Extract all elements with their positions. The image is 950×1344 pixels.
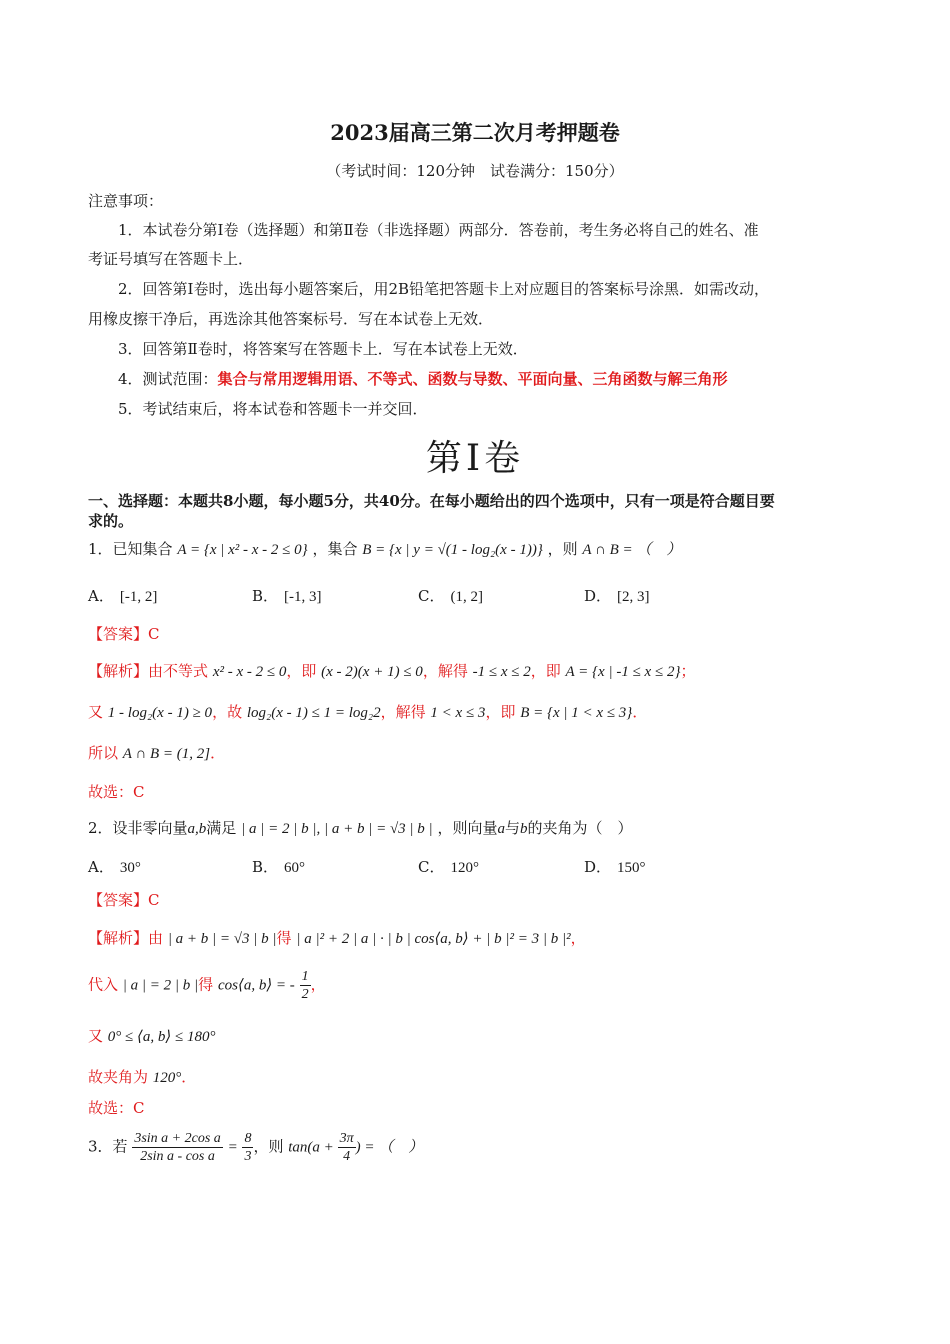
explanation-text: ，解得 [380,703,426,721]
test-scope: 集合与常用逻辑用语、不等式、函数与导数、平面向量、三角函数与解三角形 [217,370,728,388]
fraction-numerator: 1 [301,969,309,984]
explanation-math: B = {x | 1 < x ≤ 3} [520,705,633,721]
explanation-math: 120° [152,1070,182,1086]
q2-choose: 故选：C [88,1099,145,1117]
q3-tan-expression: tan(a + [288,1139,338,1156]
fraction-denominator: 2sin a - cos a [140,1149,215,1164]
option-value: [-1, 3] [284,589,322,605]
section-instruction-line-2: 求的。 [88,512,134,530]
note-1-line-1: 1．本试卷分第Ⅰ卷（选择题）和第Ⅱ卷（非选择题）两部分．答卷前，考生务必将自己的姓名、准 [118,221,759,239]
explanation-text: 又 [88,1027,104,1045]
q2-option-a [88,856,141,877]
option-letter: D． [584,858,612,876]
explanation-text: ． [181,1068,197,1086]
option-value: 30° [119,860,141,876]
explanation-label: 【解析】 [88,662,149,680]
q1-stem-text: 1．已知集合 [88,540,173,558]
explanation-text: 故夹角为 [88,1068,149,1086]
section-heading: 第Ⅰ卷 [425,438,525,479]
option-value: [2, 3] [617,589,650,605]
fraction-numerator: 8 [244,1131,252,1146]
q1-explanation-line-3 [88,742,225,763]
q3-fraction [132,1130,222,1165]
explanation-text: 得 [198,975,214,994]
note-3: 3．回答第Ⅱ卷时，将答案写在答题卡上．写在本试卷上无效． [118,340,528,358]
q2-option-c [418,856,479,877]
explanation-text: ． [632,703,648,721]
q1-explanation-line-2 [88,701,647,722]
explanation-math: cos⟨a, b⟩ = - [217,977,295,994]
explanation-text: ，即 [530,662,561,680]
q2-explanation-line-2 [88,968,326,1003]
explanation-math: A ∩ B = (1, 2] [122,746,211,762]
fraction-numerator: 3π [339,1131,354,1146]
explanation-label: 【解析】 [88,929,149,947]
explanation-text: 得 [276,929,292,947]
q1-option-c [418,585,483,606]
fraction-denominator: 2 [301,987,309,1002]
q3-stem-text: 3．若 [88,1137,128,1156]
option-value: [-1, 2] [119,589,158,605]
section-instruction-line-1: 一、选择题：本题共8小题，每小题5分，共40分。在每小题给出的四个选项中，只有一项是符合题目要 [88,492,775,510]
q2-stem-text: 与 [504,819,520,837]
q3-stem [88,1130,423,1165]
fraction-numerator: 3sin a + 2cos a [134,1131,221,1146]
q2-vector-b: b [520,821,528,837]
explanation-text: ． [210,744,226,762]
explanation-text: ，即 [286,662,317,680]
note-4 [118,368,728,389]
q3-tan-fraction [338,1130,356,1165]
q2-stem-text: 2．设非零向量 [88,819,188,837]
q2-answer: 【答案】C [88,891,160,909]
explanation-math: log₂(x - 1) ≤ 1 = log₂2 [246,705,381,721]
explanation-math: (x - 2)(x + 1) ≤ 0 [321,664,423,680]
q1-option-b [252,585,322,606]
note-2-line-2: 用橡皮擦干净后，再选涂其他答案标号．写在本试卷上无效． [88,310,494,328]
explanation-text: 由 [148,929,164,947]
q1-answer: 【答案】C [88,625,160,643]
explanation-text: ， [570,929,586,947]
option-letter: B． [252,858,279,876]
q2-vectors: a,b [187,821,207,837]
explanation-text: 又 [88,703,104,721]
explanation-text: ； [680,662,696,680]
explanation-text: 所以 [88,744,119,762]
q2-vector-a: a [497,821,505,837]
q1-stem-text-3: ，则 [547,540,578,558]
q1-ask: A ∩ B = （ ） [582,542,682,558]
explanation-text: ，即 [485,703,516,721]
explanation-math: A = {x | -1 ≤ x ≤ 2} [565,664,681,680]
exam-title: 2023届高三第二次月考押题卷 [330,120,620,145]
option-value: 60° [284,860,306,876]
q3-equals: = [227,1139,238,1156]
explanation-math: -1 ≤ x ≤ 2 [472,664,531,680]
q2-explanation-line-1 [88,927,586,948]
option-value: 120° [450,860,479,876]
note-4-prefix: 4．测试范围： [118,370,218,388]
note-1-line-2: 考证号填写在答题卡上． [88,250,254,268]
explanation-math: 1 - log₂(x - 1) ≥ 0 [107,705,213,721]
q1-stem [88,538,681,559]
fraction-denominator: 3 [244,1149,252,1164]
explanation-math: | a + b | = √3 | b | [167,931,277,947]
q1-set-b: B = {x | y = √(1 - log₂(x - 1))} [362,542,543,558]
explanation-math: | a | = 2 | b | [122,977,199,994]
q2-option-b [252,856,305,877]
q3-rhs-fraction [242,1130,253,1165]
explanation-text: 代入 [88,975,119,994]
option-letter: A． [88,858,114,876]
option-value: (1, 2] [450,589,483,605]
explanation-text: 由不等式 [148,662,209,680]
q2-explanation-line-4 [88,1066,196,1087]
q2-explanation-line-3 [88,1025,215,1046]
option-letter: D． [584,587,612,605]
explanation-math: 1 < x ≤ 3 [430,705,486,721]
q2-condition: | a | = 2 | b |, | a + b | = √3 | b | [241,821,433,837]
fraction-one-half [300,968,311,1003]
fraction-denominator: 4 [343,1149,351,1164]
option-letter: B． [252,587,279,605]
exam-subtitle: （考试时间：120分钟 试卷满分：150分） [326,162,624,180]
q2-stem [88,817,633,838]
option-letter: C． [418,858,445,876]
explanation-math: x² - x - 2 ≤ 0 [212,664,287,680]
q2-stem-text: 的夹角为（ ） [527,819,633,837]
explanation-text: ，解得 [422,662,468,680]
option-letter: A． [88,587,114,605]
q1-stem-text-2: ，集合 [312,540,358,558]
q1-choose: 故选：C [88,783,145,801]
q1-option-a [88,585,157,606]
explanation-text: ， [310,975,326,994]
q2-stem-text: 满足 [206,819,237,837]
explanation-math: 0° ≤ ⟨a, b⟩ ≤ 180° [107,1029,216,1045]
q1-option-d [584,585,650,606]
q3-stem-text: ，则 [253,1137,284,1156]
explanation-text: ，故 [212,703,243,721]
note-2-line-1: 2．回答第Ⅰ卷时，选出每小题答案后，用2B铅笔把答题卡上对应题目的答案标号涂黑．如需改动， [118,280,770,298]
note-5: 5．考试结束后，将本试卷和答题卡一并交回． [118,400,428,418]
option-letter: C． [418,587,445,605]
q3-tan-expression-end: ) = （ ） [355,1139,424,1156]
q2-option-d [584,856,646,877]
option-value: 150° [617,860,646,876]
q1-set-a: A = {x | x² - x - 2 ≤ 0} [177,542,308,558]
explanation-math: | a |² + 2 | a | · | b | cos⟨a, b⟩ + | b |² = 3 | b |² [296,931,571,947]
notes-heading: 注意事项： [88,192,164,210]
q1-explanation-line-1 [88,660,695,681]
q2-stem-text: ，则向量 [437,819,498,837]
